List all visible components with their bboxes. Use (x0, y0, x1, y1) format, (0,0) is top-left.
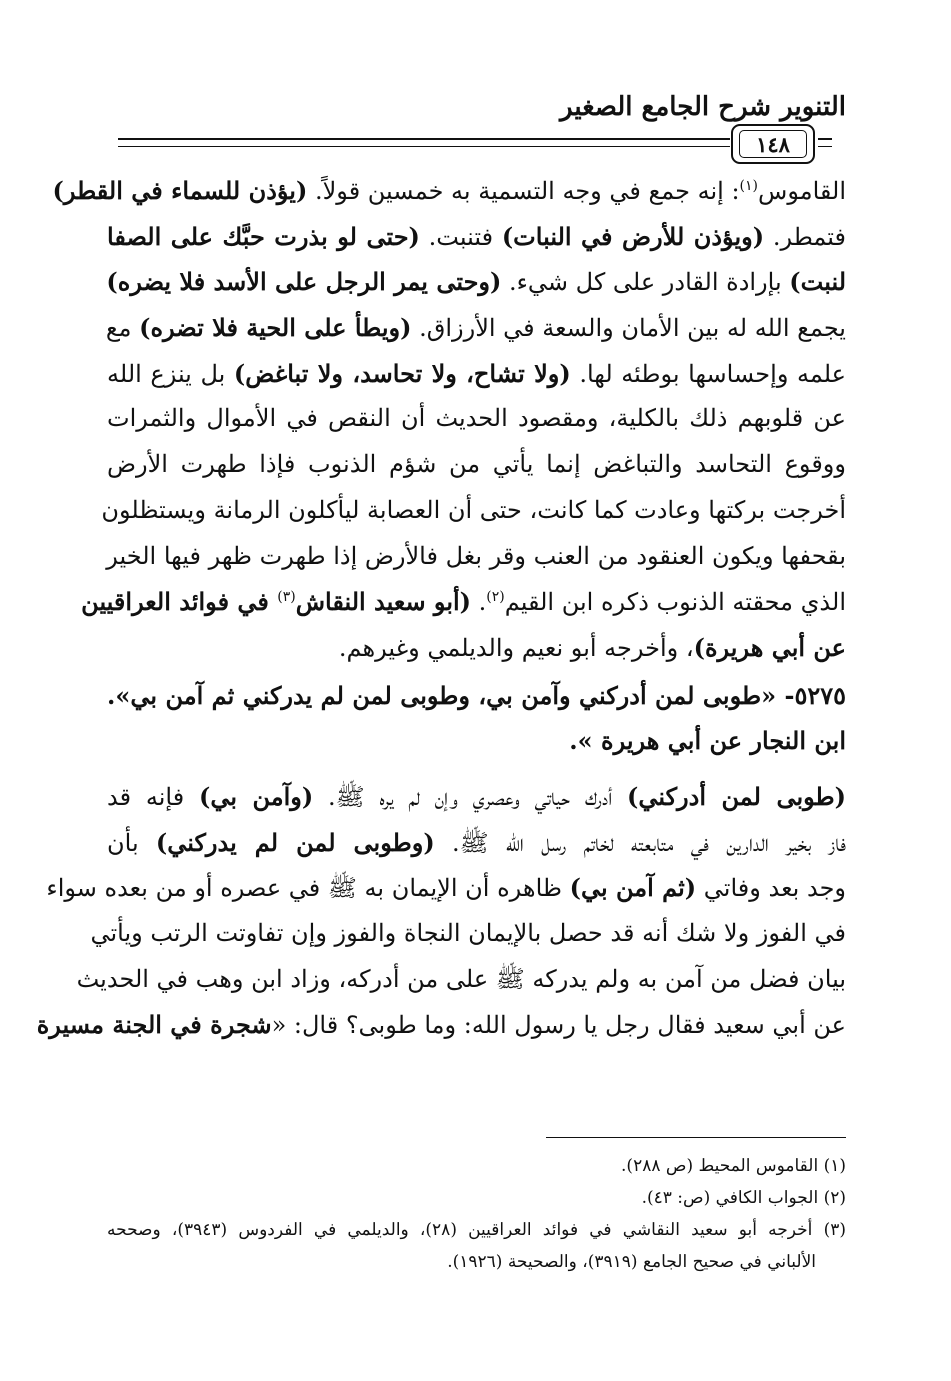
footnote-3: (٣) أخرجه أبو سعيد النقاشي في فوائد العراقيين (٢٨)، والديلمي في الفردوس (٣٩٤٣)، وصححه (107, 1220, 846, 1240)
text-line-19: عن أبي سعيد فقال رجل يا رسول الله: وما طوبى؟ قال: «شجرة في الجنة مسيرة (36, 1010, 846, 1040)
page-number: ١٤٨ (739, 130, 807, 158)
page-number-frame (731, 124, 815, 164)
footnote-2: (٢) الجواب الكافي (ص: ٤٣). (641, 1188, 846, 1208)
footnote-separator (546, 1137, 846, 1138)
footnote-1: (١) القاموس المحيط (ص ٢٨٨). (621, 1156, 846, 1176)
footnote-ref-3[interactable]: (٣) (277, 589, 296, 606)
text-line-18: بيان فضل من آمن به ولم يدركه ﷺ على من أدركه، وزاد ابن وهب في الحديث (76, 964, 846, 993)
main-text (36, 168, 847, 1048)
text-line-9: بقحفها ويكون العنقود من العنب وقر بغل فالأرض إذا طهرت ظهر فيها الخير (106, 541, 846, 570)
text-line-1: القاموس$^{(١)}$: إنه جمع في وجه التسمية به خمسين قولاً. (يؤذن للسماء في القطر) (52, 176, 846, 205)
header-rule-thin (118, 146, 730, 147)
footnote-3-continued: الألباني في صحيح الجامع (٣٩١٩)، والصحيحة (١٩٢٦). (447, 1252, 816, 1272)
text-line-7: ووقوع التحاسد والتباغض إنما يأتي من شؤم الذنوب فإذا طهرت الأرض (107, 450, 846, 479)
header-rule-stub-bottom (818, 146, 832, 147)
text-line-3: لنبت) بإرادة القادر على كل شيء. (وحتى يمر الرجل على الأسد فلا يضره) (106, 267, 846, 297)
footnote-ref-2[interactable]: (٢) (486, 589, 505, 606)
text-line-10: الذي محقته الذنوب ذكره ابن القيم$^{(٢)}$. (أبو سعيد النقاش$^{(٣)}$ في فوائد العراقيين (81, 587, 846, 617)
text-line-15: فاز بخير الدارين في متابعته لخاتم رسل الله ﷺ. (وطوبى لمن لم يدركني) بأن (107, 827, 846, 857)
text-line-11: عن أبي هريرة)، وأخرجه أبو نعيم والديلمي وغيرهم. (338, 632, 846, 662)
running-title: التنوير شرح الجامع الصغير (560, 92, 846, 122)
text-line-16: وجد بعد وفاتي (ثم آمن بي) ظاهره أن الإيمان به ﷺ في عصره أو من بعده سواء (46, 873, 846, 903)
footnote-ref-1[interactable]: (١) (739, 178, 759, 194)
text-line-6: عن قلوبهم ذلك بالكلية، ومقصود الحديث أن النقص في الأموال والثمرات (107, 404, 846, 433)
text-line-4: يجمع الله له بين الأمان والسعة في الأرزاق. (ويطأ على الحية فلا تضره) مع (105, 313, 846, 343)
text-line-17: في الفوز ولا شك أنه قد حصل بالإيمان النجاة والفوز وإن تفاوتت الرتب ويأتي (90, 919, 846, 947)
header-rule-stub-top (818, 138, 832, 140)
footnotes (107, 1150, 846, 1278)
text-line-5: علمه وإحساسها بوطئه لها. (ولا تشاح، ولا تحاسد، ولا تباغض) بل ينزع الله (107, 358, 846, 388)
text-line-2: فتمطر. (ويؤذن للأرض في النبات) فتنبت. (حتى لو بذرت حبَّك على الصفا (107, 221, 847, 251)
text-line-14: (طوبى لمن أدركني) أدرك حياتي وعصري وإن لم يره ﷺ. (وآمن بي) فإنه قد (107, 781, 847, 811)
header-rule-thick (118, 138, 730, 140)
hadith-text: ٥٢٧٥- «طوبى لمن أدركني وآمن بي، وطوبى لمن لم يدركني ثم آمن بي». (107, 680, 846, 710)
text-line-8: أخرجت بركتها وعادت كما كانت، حتى أن العصابة ليأكلون الرمانة ويستظلون (101, 495, 846, 524)
hadith-source: ابن النجار عن أبي هريرة ». (569, 726, 846, 756)
